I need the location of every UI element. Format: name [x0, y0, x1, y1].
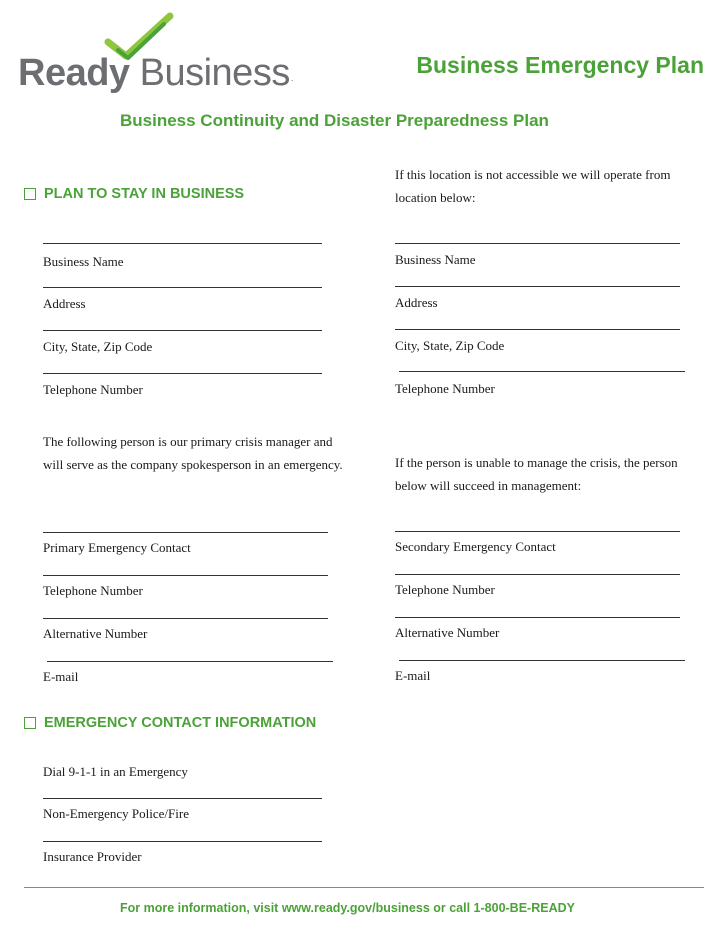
document-subtitle: Business Continuity and Disaster Preparedness Plan — [120, 111, 549, 130]
primary-alternative-line[interactable] — [43, 618, 328, 619]
telephone-line[interactable] — [43, 373, 322, 374]
primary-alternative-label: Alternative Number — [43, 626, 148, 641]
city-state-zip-label: City, State, Zip Code — [43, 339, 153, 354]
secondary-manager-intro: If the person is unable to manage the crisis, the person below will succeed in management: — [395, 455, 678, 493]
secondary-alternative-line[interactable] — [395, 617, 680, 618]
logo-trademark: . — [290, 73, 293, 83]
plan-section-heading — [24, 186, 244, 202]
footer-divider — [24, 887, 704, 888]
logo-ready-text: Ready — [18, 52, 130, 94]
alt-address-label: Address — [395, 295, 438, 310]
footer-info: For more information, visit www.ready.gov/business or call 1-800-BE-READY — [120, 901, 575, 915]
logo-wordmark — [18, 52, 293, 95]
primary-telephone-line[interactable] — [43, 575, 328, 576]
alt-telephone-line[interactable] — [399, 371, 685, 372]
address-line[interactable] — [43, 287, 322, 288]
secondary-alternative-label: Alternative Number — [395, 625, 500, 640]
plan-section-title: PLAN TO STAY IN BUSINESS — [44, 186, 245, 202]
business-name-label: Business Name — [43, 254, 124, 269]
primary-email-label: E-mail — [43, 669, 79, 684]
alt-telephone-label: Telephone Number — [395, 381, 495, 396]
primary-telephone-label: Telephone Number — [43, 583, 143, 598]
logo-business-text: Business — [139, 52, 290, 94]
insurance-label: Insurance Provider — [43, 849, 142, 864]
telephone-label: Telephone Number — [43, 382, 143, 397]
emergency-section-heading — [24, 715, 316, 731]
secondary-telephone-label: Telephone Number — [395, 582, 495, 597]
address-label: Address — [43, 296, 86, 311]
secondary-email-label: E-mail — [395, 668, 431, 683]
alt-address-line[interactable] — [395, 286, 680, 287]
alt-business-name-label: Business Name — [395, 252, 476, 267]
business-name-line[interactable] — [43, 243, 322, 244]
primary-contact-label: Primary Emergency Contact — [43, 540, 191, 555]
primary-manager-intro: The following person is our primary crisis manager and will serve as the company spokesperson in an emergency. — [43, 434, 343, 472]
dial-911-label: Dial 9-1-1 in an Emergency — [43, 764, 188, 779]
insurance-line[interactable] — [43, 841, 322, 842]
secondary-telephone-line[interactable] — [395, 574, 680, 575]
document-title: Business Emergency Plan — [416, 52, 704, 78]
city-state-zip-line[interactable] — [43, 330, 322, 331]
alternate-location-intro: If this location is not accessible we will operate from location below: — [395, 167, 671, 205]
secondary-contact-line[interactable] — [395, 531, 680, 532]
ready-business-logo — [18, 12, 293, 94]
plan-checkbox[interactable] — [24, 188, 36, 200]
emergency-checkbox[interactable] — [24, 717, 36, 729]
alt-business-name-line[interactable] — [395, 243, 680, 244]
alt-city-state-zip-line[interactable] — [395, 329, 680, 330]
non-emergency-label: Non-Emergency Police/Fire — [43, 806, 189, 821]
primary-email-line[interactable] — [47, 661, 333, 662]
secondary-email-line[interactable] — [399, 660, 685, 661]
emergency-section-title: EMERGENCY CONTACT INFORMATION — [44, 715, 317, 731]
non-emergency-line[interactable] — [43, 798, 322, 799]
alt-city-state-zip-label: City, State, Zip Code — [395, 338, 505, 353]
secondary-contact-label: Secondary Emergency Contact — [395, 539, 556, 554]
primary-contact-line[interactable] — [43, 532, 328, 533]
